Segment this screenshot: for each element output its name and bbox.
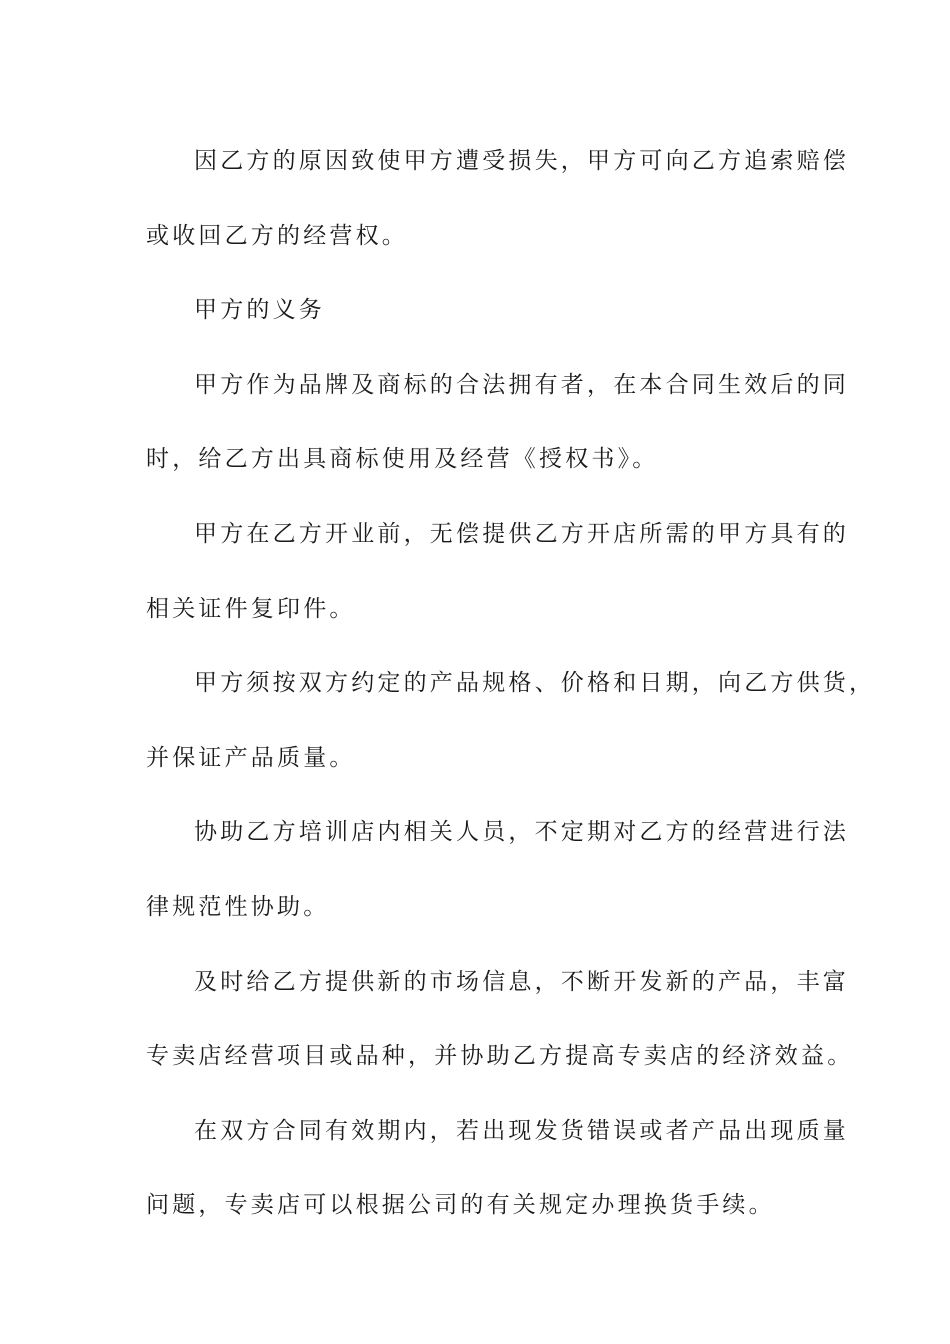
section-heading-obligations bbox=[146, 273, 806, 348]
paragraph-line: 时，给乙方出具商标使用及经营《授权书》。 bbox=[146, 446, 659, 473]
paragraph-line: 律规范性协助。 bbox=[146, 893, 330, 920]
paragraph-line: 协助乙方培训店内相关人员，不定期对乙方的经营进行法 bbox=[194, 819, 849, 846]
paragraph-line: 甲方在乙方开业前，无偿提供乙方开店所需的甲方具有的 bbox=[194, 520, 849, 547]
paragraph-exchange bbox=[146, 1094, 849, 1243]
paragraph-compensation bbox=[146, 124, 849, 273]
paragraph-line: 专卖店经营项目或品种，并协助乙方提高专卖店的经济效益。 bbox=[146, 1043, 854, 1070]
paragraph-documents-copy bbox=[146, 497, 849, 646]
paragraph-supply bbox=[146, 646, 876, 795]
paragraph-market-info bbox=[146, 945, 854, 1094]
paragraph-line: 并保证产品质量。 bbox=[146, 744, 356, 771]
paragraph-line: 相关证件复印件。 bbox=[146, 595, 356, 622]
paragraph-line: 及时给乙方提供新的市场信息，不断开发新的产品，丰富 bbox=[194, 968, 849, 995]
document-body bbox=[146, 124, 876, 1243]
section-heading: 甲方的义务 bbox=[194, 297, 325, 324]
paragraph-trademark-authorization bbox=[146, 348, 849, 497]
paragraph-line: 或收回乙方的经营权。 bbox=[146, 222, 408, 249]
paragraph-line: 甲方须按双方约定的产品规格、价格和日期，向乙方供货， bbox=[194, 670, 876, 697]
paragraph-line: 在双方合同有效期内，若出现发货错误或者产品出现质量 bbox=[194, 1117, 849, 1144]
paragraph-line: 甲方作为品牌及商标的合法拥有者，在本合同生效后的同 bbox=[194, 371, 849, 398]
paragraph-line: 因乙方的原因致使甲方遭受损失，甲方可向乙方追索赔偿 bbox=[194, 148, 849, 174]
paragraph-training bbox=[146, 795, 849, 944]
paragraph-line: 问题，专卖店可以根据公司的有关规定办理换货手续。 bbox=[146, 1192, 775, 1219]
